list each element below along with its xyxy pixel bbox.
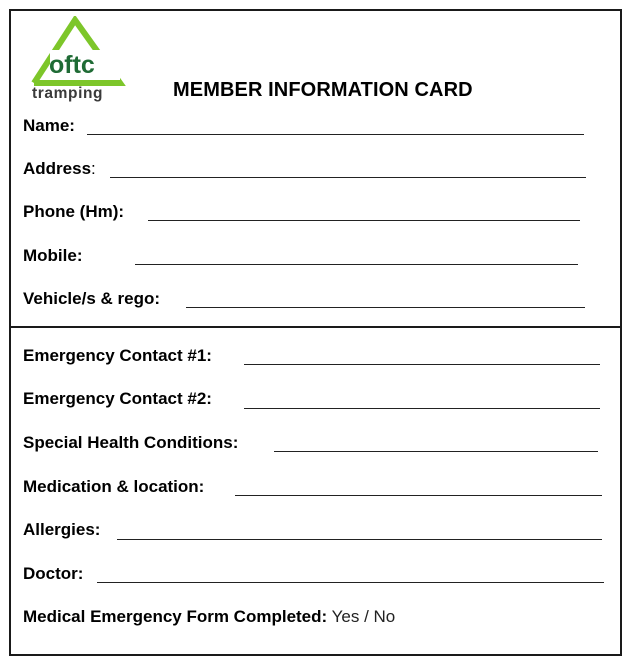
- phone-field[interactable]: [148, 220, 580, 221]
- name-field[interactable]: [87, 134, 584, 135]
- health-conditions-label: Special Health Conditions:: [23, 433, 239, 452]
- yes-no-options[interactable]: Yes / No: [331, 607, 396, 626]
- emergency-contact-2-field[interactable]: [244, 408, 600, 409]
- allergies-label: Allergies:: [23, 520, 101, 539]
- doctor-label: Doctor:: [23, 564, 84, 583]
- medical-form-completed: Medical Emergency Form Completed: Yes / No: [23, 607, 396, 626]
- member-information-card: [9, 9, 622, 656]
- logo-subtitle: tramping: [32, 85, 104, 102]
- address-field[interactable]: [110, 177, 586, 178]
- emergency-contact-2-label: Emergency Contact #2:: [23, 389, 212, 408]
- doctor-field[interactable]: [97, 582, 604, 583]
- vehicle-rego-field[interactable]: [186, 307, 585, 308]
- name-field-label: Name:: [23, 116, 75, 135]
- allergies-field[interactable]: [117, 539, 602, 540]
- page-title: MEMBER INFORMATION CARD: [173, 79, 473, 101]
- emergency-contact-1-label: Emergency Contact #1:: [23, 346, 212, 365]
- section-divider: [9, 326, 622, 328]
- medication-label: Medication & location:: [23, 477, 205, 496]
- emergency-contact-1-field[interactable]: [244, 364, 600, 365]
- health-conditions-field[interactable]: [274, 451, 598, 452]
- mobile-field[interactable]: [135, 264, 578, 265]
- mobile-field-label: Mobile:: [23, 246, 83, 265]
- phone-field-label: Phone (Hm):: [23, 202, 125, 221]
- medication-location-field[interactable]: [235, 495, 602, 496]
- logo-wordmark: oftc: [49, 51, 95, 79]
- vehicle-field-label: Vehicle/s & rego:: [23, 289, 160, 308]
- address-field-label: Address:: [23, 159, 96, 178]
